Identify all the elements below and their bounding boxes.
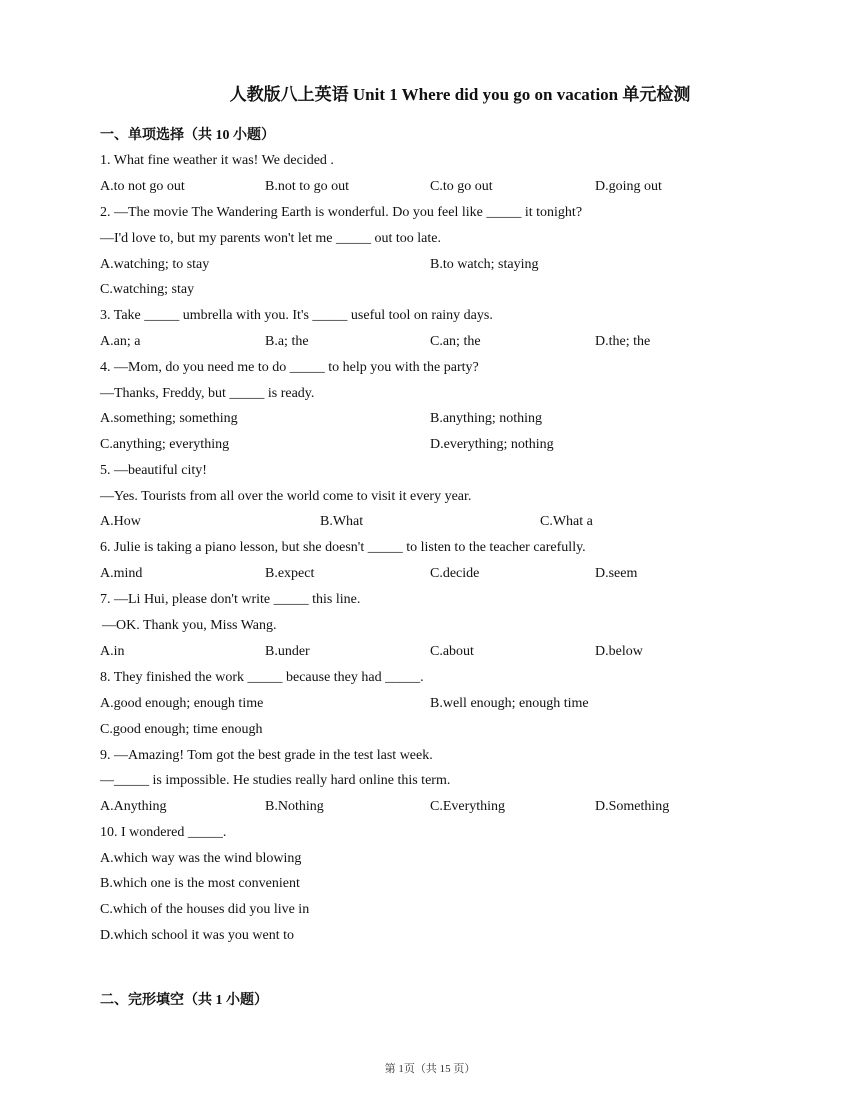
question-2-option-c: C.watching; stay [100, 282, 195, 297]
question-8-stem: 8. They finished the work _____ because they had _____. [100, 670, 424, 685]
question-3-option-c: C.an; the [430, 334, 481, 349]
question-9-option-b: B.Nothing [265, 799, 324, 814]
question-6-option-d: D.seem [595, 566, 638, 581]
question-6-stem: 6. Julie is taking a piano lesson, but she doesn't _____ to listen to the teacher carefully. [100, 540, 586, 555]
question-10-option-a: A.which way was the wind blowing [100, 851, 302, 866]
question-1-option-a: A.to not go out [100, 179, 185, 194]
page-footer: 第 1页（共 15 页） [384, 1063, 476, 1075]
question-7-stem-line-2: —OK. Thank you, Miss Wang. [102, 618, 277, 633]
question-2-option-b: B.to watch; staying [430, 257, 539, 272]
question-3-option-b: B.a; the [265, 334, 309, 349]
document-title: 人教版八上英语 Unit 1 Where did you go on vacation 单元检测 [229, 85, 691, 104]
question-2-option-a: A.watching; to stay [100, 257, 210, 272]
question-4-option-c: C.anything; everything [100, 437, 230, 452]
question-9-option-d: D.Something [595, 799, 670, 814]
section-heading-cloze: 二、完形填空（共 1 小题） [100, 993, 268, 1008]
question-7-option-b: B.under [265, 644, 310, 659]
question-10-option-d: D.which school it was you went to [100, 928, 295, 943]
question-3-option-d: D.the; the [595, 334, 651, 349]
question-1-stem: 1. What fine weather it was! We decided . [100, 153, 334, 168]
question-9-option-c: C.Everything [430, 799, 506, 814]
question-5-option-b: B.What [320, 514, 364, 529]
question-3-stem: 3. Take _____ umbrella with you. It's _____ useful tool on rainy days. [100, 308, 493, 323]
question-4-stem-line-2: —Thanks, Freddy, but _____ is ready. [100, 386, 315, 401]
question-2-stem-line-2: —I'd love to, but my parents won't let me _____ out too late. [100, 231, 441, 246]
question-7-option-a: A.in [100, 644, 125, 659]
question-5-stem-line-2: —Yes. Tourists from all over the world come to visit it every year. [100, 489, 472, 504]
question-1-option-b: B.not to go out [265, 179, 350, 194]
question-5-stem: 5. —beautiful city! [100, 463, 207, 478]
question-9-stem-line-2: —_____ is impossible. He studies really hard online this term. [100, 773, 451, 788]
question-4-option-a: A.something; something [100, 411, 238, 426]
question-9-stem: 9. —Amazing! Tom got the best grade in the test last week. [100, 748, 433, 763]
question-7-stem: 7. —Li Hui, please don't write _____ this line. [100, 592, 361, 607]
question-5-option-c: C.What a [540, 514, 593, 529]
question-9-option-a: A.Anything [100, 799, 167, 814]
question-6-option-c: C.decide [430, 566, 480, 581]
question-7-option-c: C.about [430, 644, 474, 659]
question-4-option-d: D.everything; nothing [430, 437, 554, 452]
question-7-option-d: D.below [595, 644, 643, 659]
question-3-option-a: A.an; a [100, 334, 141, 349]
question-4-stem: 4. —Mom, do you need me to do _____ to help you with the party? [100, 360, 479, 375]
question-4-option-b: B.anything; nothing [430, 411, 542, 426]
section-heading-single-choice: 一、单项选择（共 10 小题） [100, 128, 275, 143]
question-10-option-b: B.which one is the most convenient [100, 876, 300, 891]
question-5-option-a: A.How [100, 514, 141, 529]
question-6-option-b: B.expect [265, 566, 315, 581]
question-10-option-c: C.which of the houses did you live in [100, 902, 310, 917]
question-8-option-c: C.good enough; time enough [100, 722, 263, 737]
question-2-stem: 2. —The movie The Wandering Earth is wonderful. Do you feel like _____ it tonight? [100, 205, 583, 220]
question-10-stem: 10. I wondered _____. [100, 825, 227, 840]
question-8-option-b: B.well enough; enough time [430, 696, 589, 711]
question-1-option-c: C.to go out [430, 179, 493, 194]
question-8-option-a: A.good enough; enough time [100, 696, 264, 711]
question-6-option-a: A.mind [100, 566, 143, 581]
question-1-option-d: D.going out [595, 179, 662, 194]
